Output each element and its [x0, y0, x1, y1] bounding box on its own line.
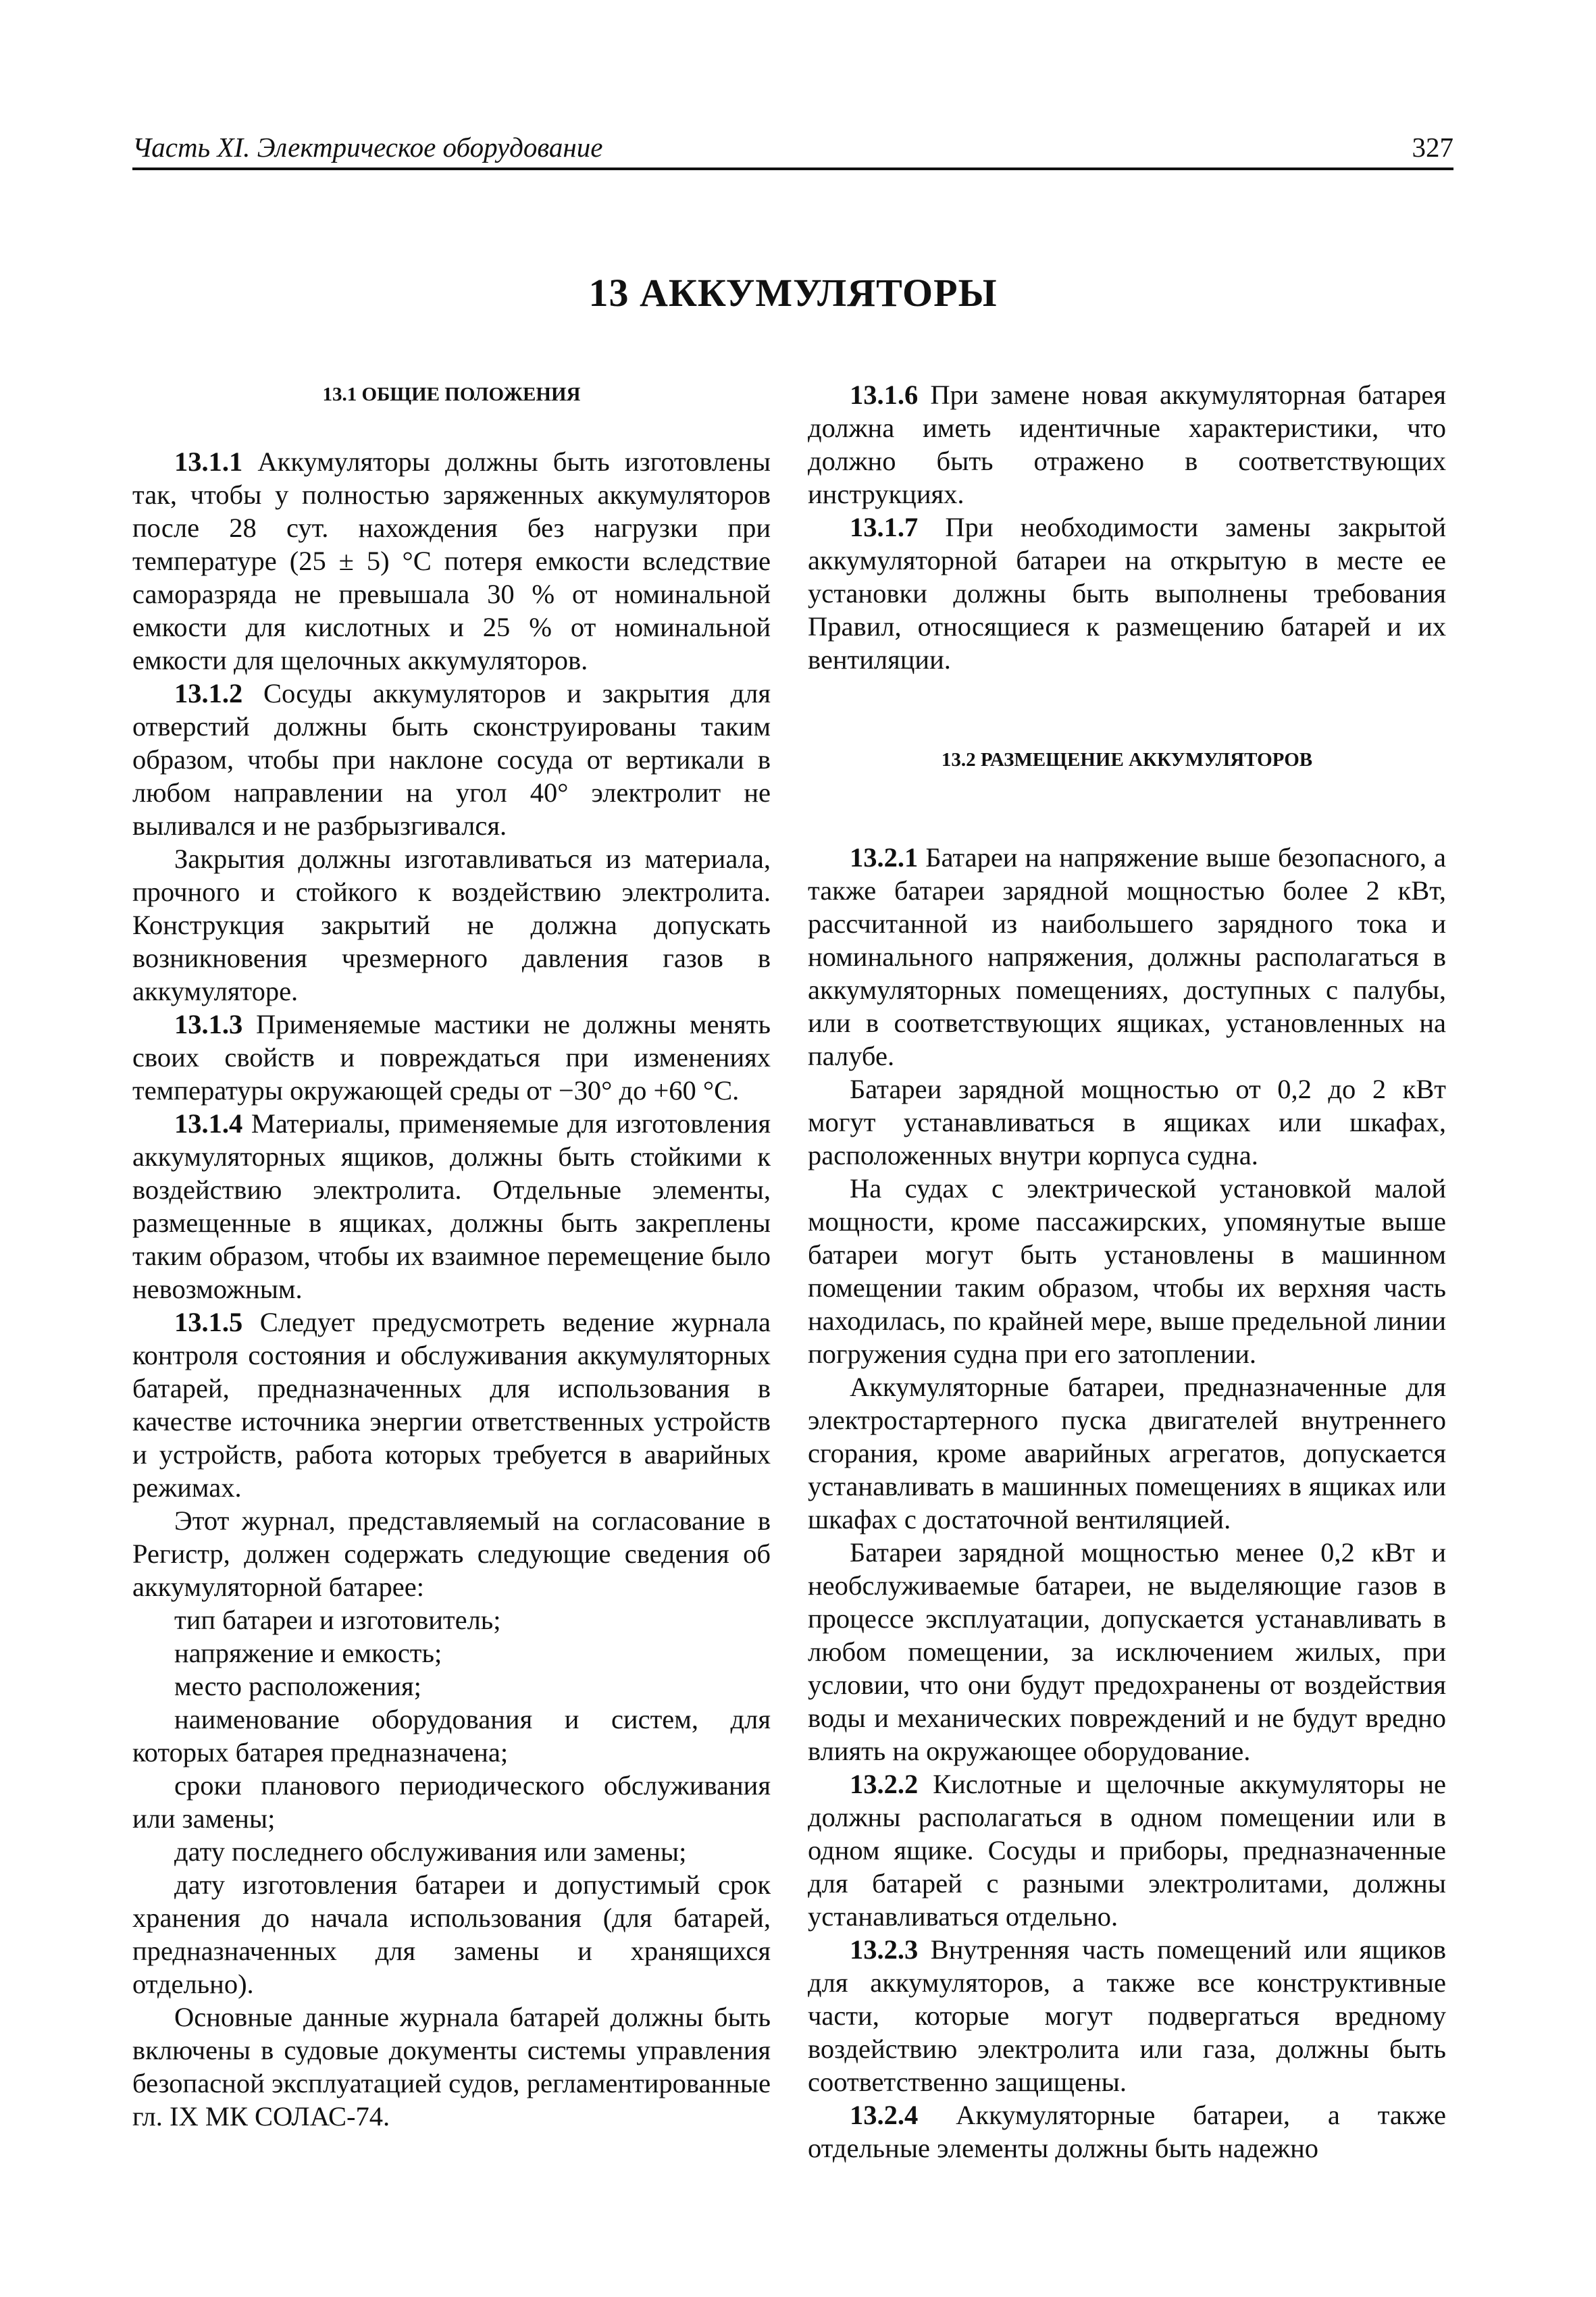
paragraph: [132, 1769, 771, 1835]
clause-number: 13.1.5: [174, 1307, 243, 1337]
clause-number: 13.2.3: [850, 1934, 919, 1965]
paragraph: [132, 1008, 771, 1107]
left-paragraphs: [132, 445, 771, 2133]
paragraph-text: тип батареи и изготовитель;: [174, 1605, 501, 1635]
paragraph: [808, 2098, 1446, 2165]
page-number: 327: [1412, 132, 1453, 163]
paragraph-text: Основные данные журнала батарей должны быть включены в судовые документы системы управления безопасной эксплуатацией судов, регламентированные гл. IX МК СОЛАС-74.: [132, 2002, 771, 2132]
clause-number: 13.1.4: [174, 1108, 243, 1139]
paragraph: [132, 445, 771, 677]
paragraph: [808, 841, 1446, 1073]
paragraph-text: Аккумуляторы должны быть изготовлены так, чтобы у полностью заряженных аккумуляторов после 28 сут. нахождения без нагрузки при температуре (25 ± 5) °С потеря емкости вследствие саморазряда не превышала 30 % от номинальной емкости для кислотных и 25 % от номинальной емкости для щелочных аккумуляторов.: [132, 446, 771, 675]
clause-number: 13.1.3: [174, 1009, 243, 1039]
paragraph-text: При необходимости замены закрытой аккумуляторной батареи на открытую в месте ее установки должны быть выполнены требования Правил, относящиеся к размещению батарей и их вентиляции.: [808, 512, 1446, 675]
paragraph: [808, 1073, 1446, 1172]
paragraph: [132, 1868, 771, 2001]
paragraph: [132, 677, 771, 842]
clause-number: 13.2.2: [850, 1769, 919, 1799]
section-heading-13-1: 13.1 ОБЩИЕ ПОЛОЖЕНИЯ: [322, 384, 581, 405]
paragraph-text: Батареи на напряжение выше безопасного, а также батареи зарядной мощностью более 2 кВт, рассчитанной из наибольшего зарядного тока и номинального напряжения, должны располагаться в аккумуляторных помещениях, доступных с палубы, или в соответствующих ящиках, установленных на палубе.: [808, 842, 1446, 1071]
clause-number: 13.2.4: [850, 2100, 919, 2130]
right-column: [808, 378, 1446, 2165]
paragraph-text: При замене новая аккумуляторная батарея должна иметь идентичные характеристики, что должно быть отражено в соответствующих инструкциях.: [808, 380, 1446, 509]
paragraph-text: На судах с электрической установкой малой мощности, кроме пассажирских, упомянутые выше батареи могут быть установлены в машинном помещении таким образом, чтобы их верхняя часть находилась, по крайней мере, выше предельной линии погружения судна при его затоплении.: [808, 1173, 1446, 1369]
paragraph: [132, 842, 771, 1008]
paragraph: [808, 511, 1446, 676]
paragraph-text: напряжение и емкость;: [174, 1638, 442, 1668]
paragraph-text: Аккумуляторные батареи, а также отдельные элементы должны быть надежно: [808, 2100, 1446, 2163]
paragraph-text: сроки планового периодического обслуживания или замены;: [132, 1770, 771, 1834]
paragraph-text: Материалы, применяемые для изготовления аккумуляторных ящиков, должны быть стойкими к воздействию электролита. Отдельные элементы, размещенные в ящиках, должны быть закреплены таким образом, чтобы их взаимное перемещение было невозможным.: [132, 1108, 771, 1304]
paragraph-text: Аккумуляторные батареи, предназначенные для электростартерного пуска двигателей внутреннего сгорания, кроме аварийных агрегатов, допускается устанавливать в машинных помещениях в ящиках или шкафах с достаточной вентиляцией.: [808, 1372, 1446, 1534]
clause-number: 13.1.2: [174, 678, 243, 708]
page-header: [132, 126, 1453, 170]
paragraph: [132, 2001, 771, 2133]
section-heading-13-2: 13.2 РАЗМЕЩЕНИЕ АККУМУЛЯТОРОВ: [941, 749, 1313, 771]
paragraph-text: наименование оборудования и систем, для которых батарея предназначена;: [132, 1704, 771, 1767]
paragraph: [808, 1767, 1446, 1933]
paragraph-text: Закрытия должны изготавливаться из материала, прочного и стойкого к воздействию электролита. Конструкция закрытий не должна допускать возникновения чрезмерного давления газов в аккумуляторе.: [132, 844, 771, 1006]
paragraph: [132, 1835, 771, 1868]
paragraph-text: Батареи зарядной мощностью от 0,2 до 2 кВт могут устанавливаться в ящиках или шкафах, расположенных внутри корпуса судна.: [808, 1074, 1446, 1170]
paragraph-text: Следует предусмотреть ведение журнала контроля состояния и обслуживания аккумуляторных батарей, предназначенных для использования в качестве источника энергии ответственных устройств и устройств, работа которых требуется в аварийных режимах.: [132, 1307, 771, 1503]
running-title: Часть XI. Электрическое оборудование: [132, 132, 603, 163]
chapter-title: 13 АККУМУЛЯТОРЫ: [588, 271, 998, 315]
right-paragraphs: [808, 841, 1446, 2165]
paragraph: [132, 1306, 771, 1504]
clause-number: 13.1.6: [850, 380, 919, 410]
paragraph-text: дату последнего обслуживания или замены;: [174, 1836, 687, 1867]
paragraph-text: Внутренняя часть помещений или ящиков для аккумуляторов, а также все конструктивные части, которые могут подвергаться вредному воздействию электролита или газа, должны быть соответственно защищены.: [808, 1934, 1446, 2097]
paragraph-text: Применяемые мастики не должны менять своих свойств и повреждаться при изменениях температуры окружающей среды от −30° до +60 °С.: [132, 1009, 771, 1106]
left-column: [132, 378, 771, 2133]
paragraph: [808, 1370, 1446, 1536]
paragraph: [132, 1636, 771, 1670]
paragraph: [132, 1107, 771, 1306]
paragraph: [132, 1703, 771, 1769]
paragraph: [132, 1504, 771, 1603]
paragraph: [132, 1670, 771, 1703]
paragraph-text: дату изготовления батареи и допустимый срок хранения до начала использования (для батарей, предназначенных для замены и хранящихся отдельно).: [132, 1869, 771, 1999]
paragraph: [808, 378, 1446, 511]
paragraph-text: Сосуды аккумуляторов и закрытия для отверстий должны быть сконструированы таким образом, чтобы при наклоне сосуда от вертикали в любом направлении на угол 40° электролит не выливался и не разбрызгивался.: [132, 678, 771, 841]
paragraph: [808, 1172, 1446, 1370]
paragraph-text: Кислотные и щелочные аккумуляторы не должны располагаться в одном помещении или в одном ящике. Сосуды и приборы, предназначенные для батарей с разными электролитами, должны устанавливаться отдельно.: [808, 1769, 1446, 1932]
paragraph-text: Этот журнал, представляемый на согласование в Регистр, должен содержать следующие сведения об аккумуляторной батарее:: [132, 1505, 771, 1602]
clause-number: 13.2.1: [850, 842, 919, 873]
right-top-paragraphs: [808, 378, 1446, 676]
paragraph-text: Батареи зарядной мощностью менее 0,2 кВт и необслуживаемые батареи, не выделяющие газов в процессе эксплуатации, допускается устанавливать в любом помещении, за исключением жилых, при условии, что они будут предохранены от воздействия воды и механических повреждений и не будут вредно влиять на окружающее оборудование.: [808, 1537, 1446, 1766]
clause-number: 13.1.7: [850, 512, 919, 542]
paragraph-text: место расположения;: [174, 1671, 421, 1701]
paragraph: [808, 1536, 1446, 1767]
clause-number: 13.1.1: [174, 446, 243, 477]
paragraph: [808, 1933, 1446, 2098]
paragraph: [132, 1603, 771, 1636]
